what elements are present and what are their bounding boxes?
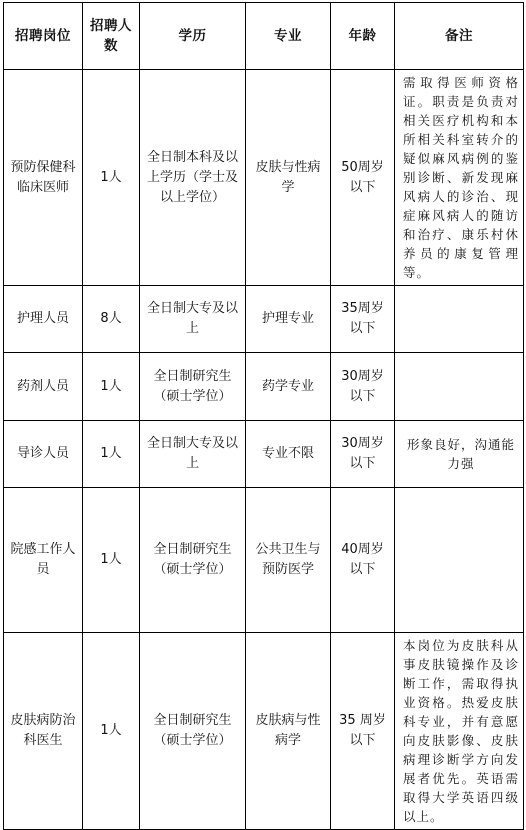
cell-position: 预防保健科临床医师 (4, 70, 83, 286)
cell-count: 1人 (83, 421, 140, 488)
cell-age: 35 周岁以下 (331, 633, 395, 830)
header-count: 招聘人数 (83, 3, 140, 70)
cell-note (395, 286, 524, 353)
cell-education: 全日制大专及以上 (140, 286, 246, 353)
cell-age: 30周岁以下 (331, 421, 395, 488)
cell-major: 公共卫生与预防医学 (246, 488, 331, 633)
header-position: 招聘岗位 (4, 3, 83, 70)
cell-count: 8人 (83, 286, 140, 353)
cell-count: 1人 (83, 633, 140, 830)
cell-education: 全日制大专及以上 (140, 421, 246, 488)
cell-position: 药剂人员 (4, 353, 83, 421)
cell-count: 1人 (83, 488, 140, 633)
table-row (4, 70, 524, 286)
header-education: 学历 (140, 3, 246, 70)
cell-major: 药学专业 (246, 353, 331, 421)
cell-age: 30周岁以下 (331, 353, 395, 421)
cell-position: 皮肤病防治科医生 (4, 633, 83, 830)
table-row (4, 421, 524, 488)
cell-note (395, 488, 524, 633)
header-age: 年龄 (331, 3, 395, 70)
cell-count: 1人 (83, 353, 140, 421)
cell-note (395, 353, 524, 421)
cell-education: 全日制本科及以上学历（学士及以上学位） (140, 70, 246, 286)
cell-position: 护理人员 (4, 286, 83, 353)
table-row (4, 488, 524, 633)
cell-age: 35周岁以下 (331, 286, 395, 353)
recruitment-table (3, 2, 524, 830)
cell-major: 皮肤与性病学 (246, 70, 331, 286)
cell-major: 专业不限 (246, 421, 331, 488)
cell-major: 皮肤病与性病学 (246, 633, 331, 830)
cell-count: 1人 (83, 70, 140, 286)
cell-note: 本岗位为皮肤科从事皮肤镜操作及诊断工作，需取得执业资格。热爱皮肤科专业，并有意愿向皮肤影像、皮肤病理诊断学方向发展者优先。英语需取得大学英语四级以上。 (395, 633, 524, 830)
cell-position: 院感工作人员 (4, 488, 83, 633)
cell-age: 50周岁以下 (331, 70, 395, 286)
cell-major: 护理专业 (246, 286, 331, 353)
table-row (4, 633, 524, 830)
table-row (4, 353, 524, 421)
cell-education: 全日制研究生（硕士学位） (140, 633, 246, 830)
cell-age: 40周岁以下 (331, 488, 395, 633)
cell-note: 需取得医师资格证。职责是负责对相关医疗机构和本所相关科室转介的疑似麻风病例的鉴别诊断、新发现麻风病人的诊治、现症麻风病人的随访和治疗、康乐村休养员的康复管理等。 (395, 70, 524, 286)
header-major: 专业 (246, 3, 331, 70)
cell-note: 形象良好，沟通能力强 (395, 421, 524, 488)
header-note: 备注 (395, 3, 524, 70)
header-row (4, 3, 524, 70)
cell-education: 全日制研究生（硕士学位） (140, 353, 246, 421)
cell-education: 全日制研究生（硕士学位） (140, 488, 246, 633)
table-row (4, 286, 524, 353)
cell-position: 导诊人员 (4, 421, 83, 488)
